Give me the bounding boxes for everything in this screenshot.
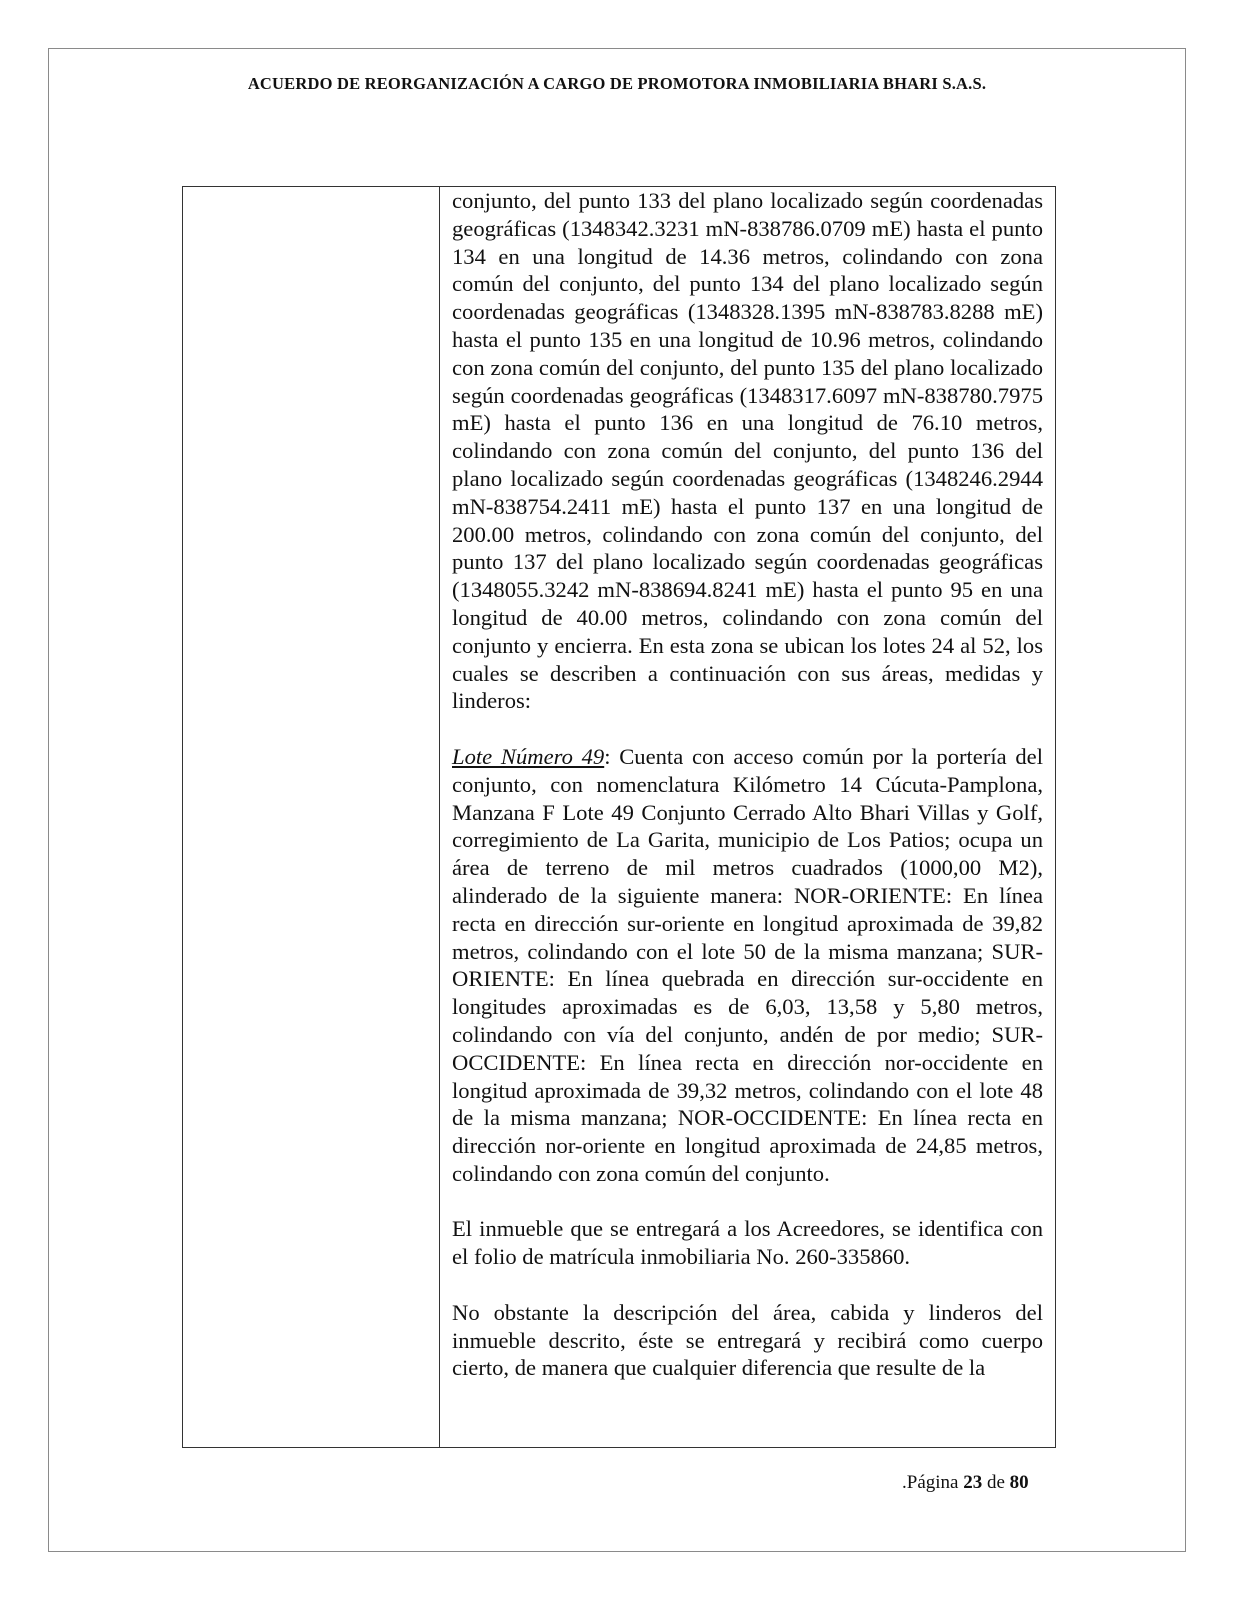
registration-paragraph: El inmueble que se entregará a los Acreedores, se identifica con el folio de matrícula inmobiliaria No. 260-335860.	[452, 1216, 1043, 1270]
document-header: ACUERDO DE REORGANIZACIÓN A CARGO DE PROMOTORA INMOBILIARIA BHARI S.A.S.	[247, 74, 987, 93]
empty-left-cell	[183, 187, 440, 1447]
description-cell	[440, 187, 1055, 1447]
lot-paragraph	[452, 743, 1043, 1188]
current-page: 23	[963, 1472, 983, 1493]
content-table	[182, 186, 1056, 1448]
page-prefix: .Página	[902, 1472, 959, 1493]
page-of-label: de	[986, 1472, 1005, 1493]
lot-description: : Cuenta con acceso común por la portería del conjunto, con nomenclatura Kilómetro 14 Cúcuta-Pamplona, Manzana F Lote 49 Conjunto Cerrado Alto Bhari Villas y Golf, corregimiento de La Garita, municipio de Los Patios; ocupa un área de terreno de mil metros cuadrados (1000,00 M2), alinderado de la siguiente manera: NOR-ORIENTE: En línea recta en dirección sur-oriente en longitud aproximada de 39,82 metros, colindando con el lote 50 de la misma manzana; SUR-ORIENTE: En línea quebrada en dirección sur-occidente en longitudes aproximadas es de 6,03, 13,58 y 5,80 metros, colindando con vía del conjunto, andén de por medio; SUR-OCCIDENTE: En línea recta en dirección nor-occidente en longitud aproximada de 39,32 metros, colindando con el lote 48 de la misma manzana; NOR-OCCIDENTE: En línea recta en dirección nor-oriente en longitud aproximada de 24,85 metros, colindando con zona común del conjunto.	[452, 743, 1043, 1186]
boundary-paragraph: conjunto, del punto 133 del plano localizado según coordenadas geográficas (1348342.3231 mN-838786.0709 mE) hasta el punto 134 en una longitud de 14.36 metros, colindando con zona común del conjunto, del punto 134 del plano localizado según coordenadas geográficas (1348328.1395 mN-838783.8288 mE) hasta el punto 135 en una longitud de 10.96 metros, colindando con zona común del conjunto, del punto 135 del plano localizado según coordenadas geográficas (1348317.6097 mN-838780.7975 mE) hasta el punto 136 en una longitud de 76.10 metros, colindando con zona común del conjunto, del punto 136 del plano localizado según coordenadas geográficas (1348246.2944 mN-838754.2411 mE) hasta el punto 137 en una longitud de 200.00 metros, colindando con zona común del conjunto, del punto 137 del plano localizado según coordenadas geográficas (1348055.3242 mN-838694.8241 mE) hasta el punto 95 en una longitud de 40.00 metros, colindando con zona común del conjunto y encierra. En esta zona se ubican los lotes 24 al 52, los cuales se describen a continuación con sus áreas, medidas y linderos:	[452, 188, 1043, 714]
delivery-paragraph: No obstante la descripción del área, cabida y linderos del inmueble descrito, éste se entregará y recibirá como cuerpo cierto, de manera que cualquier diferencia que resulte de la	[452, 1299, 1043, 1381]
total-pages: 80	[1009, 1472, 1029, 1493]
lot-title: Lote Número 49	[452, 743, 605, 769]
page-number	[902, 1472, 1029, 1494]
